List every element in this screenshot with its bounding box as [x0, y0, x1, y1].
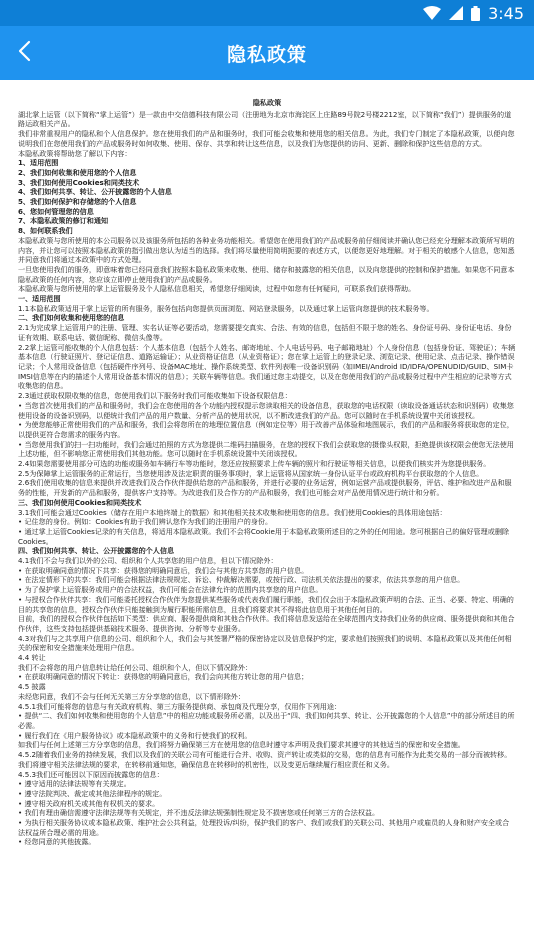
back-button[interactable]: [4, 26, 44, 80]
policy-paragraph: 我们非常重视用户的隐私和个人信息保护。您在使用我们的产品和服务时，我们可能会收集和使用您的相关信息。为此，我们专门制定了本隐私政策，以便向您说明我们在您使用我们的产品或服务时如何收集、使用、保存、共享和转让这些信息，以及我们为您提供的访问、更新、删除和保护这些信息的方式。: [18, 129, 515, 148]
policy-paragraph: 我们不会将您的用户信息转让给任何公司、组织和个人，但以下情况除外：: [18, 662, 253, 672]
policy-paragraph: 目前，我们的授权合作伙伴包括如下类型：供应商、服务提供商和其他合作伙伴。我们将信息发送给在全球范围内支持我们业务的供应商、服务提供商和其他合作伙伴，这些支持包括提供基础技术服务、提供咨询、分析等专业服务。: [18, 614, 515, 633]
section-heading: 7、本隐私政策的修订和通知: [18, 216, 109, 226]
policy-paragraph: 2.2掌上运管可能收集的个人信息包括：个人基本信息（包括个人姓名、邮寄地址、个人电话号码、电子邮箱地址）个人身份信息（包括身份证、驾驶证）；车辆基本信息（行驶证照片、登记证信息、道路运输证）；从业资格证信息（从业资格证）；您在掌上运管上的登录记录、浏览记录、使用记录、点击记录、操作错误记录；个人常用设备信息（包括硬件序列号、设备MAC地址、操作系统类型、软件列表唯一设备识别码（如IMEI/Android ID/IDFA/OPENUDID/GUID、SIM卡IMSI信息等在内的描述个人常用设备基本情况的信息）；关联车辆等信息。我们通过您主动提交，以及在您使用我们的产品或服务过程中产生相应的记录等方式收集您的信息。: [18, 342, 516, 391]
policy-paragraph: 3.1我们可能会通过Cookies（储存在用户本地终端上的数据）和其他相关技术收集和使用您的信息。我们使用Cookies的具体用途包括：: [18, 507, 447, 517]
policy-paragraph: 未经您同意，我们不会与任何无关第三方分享您的信息，以下情形除外：: [18, 691, 245, 701]
policy-paragraph: • 履行我们在《用户服务协议》或本隐私政策中的义务和行使我们的权利。: [18, 730, 252, 740]
policy-paragraph: 2.3通过获取权限收集的信息，您使用我们以下服务时我们可能收集如下设备权限信息：: [18, 391, 292, 401]
policy-paragraph: • 在法定情形下的共享：我们可能会根据法律法规规定、诉讼、仲裁解决需要，或按行政、司法机关依法提出的要求，依法共享您的用户信息。: [18, 575, 465, 585]
status-bar: [0, 0, 534, 26]
policy-paragraph: • 我们有理由确信需遵守法律法规等有关规定，并不违反法律法规强制性规定及不损害您或任何第三方的合法权益。: [18, 808, 380, 818]
chevron-left-icon: [17, 40, 31, 66]
policy-paragraph: 2.6我们使用收集的信息来提供并改进我们及合作伙伴提供给您的产品和服务，并进行必要的业务运营，例如运营产品或提供服务，评估、维护和改进产品和服务的性能，开发新的产品和服务，提供客户支持等。为改进我们及合作方的产品和服务，我们也可能会对产品使用情况进行统计和分析。: [18, 478, 512, 498]
wifi-icon: [423, 6, 441, 20]
policy-paragraph: • 为执行相关服务协议或本隐私政策、维护社会公共利益，处理投诉/纠纷，保护我们的客户、我们或我们的关联公司、其他用户或雇员的人身和财产安全或合法权益所合理必需的用途。: [18, 818, 510, 837]
section-heading: 三、我们如何使用Cookies和同类技术: [18, 497, 142, 507]
policy-paragraph: • 为使您能够正常使用我们的产品和服务，我们会将您所在的地理位置信息（例如定位等）用于改善产品体验和地图展示，我们的产品和服务将获取您的定位，以提供更符合您需求的服务内容。: [18, 420, 514, 439]
policy-paragraph: • 提供“二、我们如何收集和使用您的个人信息”中的相应功能或服务所必需，以及出于“四、我们如何共享、转让、公开披露您的个人信息”中的部分所述目的所必需。: [18, 711, 515, 730]
policy-paragraph: • 遵守适用的法律法规等有关规定。: [18, 779, 131, 789]
section-heading: 1、适用范围: [18, 158, 59, 168]
section-heading: 2、我们如何收集和使用您的个人信息: [18, 167, 137, 177]
policy-paragraph: • 当您首次使用我们的产品和服务时，我们会在您使用的各个功能内授权提示您读取相关的设备信息，获取您的电话权限（读取设备通话状态和识别码）收集您使用设备的设备识别码，以便统计我们产品的用户数量、分析产品的使用状况，以不断改进我们的产品。您可以随时在手机系统设置中关闭该授权。: [18, 400, 514, 420]
policy-paragraph: • 经您同意的其他披露。: [18, 837, 96, 847]
page-title: 隐私政策: [226, 43, 307, 66]
app-bar: [0, 26, 534, 80]
status-time: 3:45: [488, 3, 524, 23]
policy-paragraph: 4.3对我们与之共享用户信息的公司、组织和个人，我们会与其签署严格的保密协定以及信息保护约定，要求他们按照我们的说明、本隐私政策以及其他任何相关的保密和安全措施来处理用户信息。: [18, 633, 512, 653]
policy-content[interactable]: [0, 80, 534, 932]
section-heading: 8、如何联系我们: [18, 226, 73, 236]
policy-paragraph: 2.1为完成掌上运管用户的注册、管理、实名认证等必要活动，您需要提交真实、合法、有效的信息，包括但不限于您的姓名、身份证号码、身份证电话、身份证有效期、联系电话、微信昵称、微信头像等。: [18, 323, 512, 342]
policy-paragraph: • 在获取明确同意的情况下转让：获得您的明确同意后，我们会向其他方转让您的用户信息；: [18, 672, 309, 682]
policy-paragraph: • 通过掌上运管Cookies记录的有关信息，将适用本隐私政策。我们不会将Cookie用于本隐私政策所述目的之外的任何用途。您可根据自己的偏好管理或删除Cookies。: [18, 526, 510, 546]
policy-paragraph: 4.5 披露: [18, 682, 46, 692]
policy-paragraph: • 记住您的身份。例如：Cookies有助于我们辨认您作为我们的注册用户的身份。: [18, 517, 273, 527]
policy-paragraph: 本隐私政策将帮助您了解以下内容：: [18, 148, 132, 158]
policy-paragraph: • 为了保护掌上运管服务或用户的合法权益，我们可能会在法律允许的范围内共享您的用户信息。: [18, 585, 323, 595]
document-title: 隐私政策: [252, 98, 282, 107]
battery-icon: [471, 6, 480, 21]
policy-paragraph: 本隐私政策与您所使用的本公司服务以及该服务所包括的各种业务功能相关。希望您在使用我们的产品或服务前仔细阅读并确认您已经充分理解本政策所写明的内容，并让您可以按照本隐私政策的指引做出您认为适当的选择。我们将尽量使用简明扼要的表述方式，以便您更好地理解。对于相关的敏感个人信息，您知悉并同意我们将通过本政策中的方式处理。: [18, 235, 515, 265]
section-heading: 二、我们如何收集和使用您的信息: [18, 313, 125, 323]
policy-paragraph: 4.4 转让: [18, 653, 46, 663]
policy-paragraph: • 在获取明确同意的情况下共享：获得您的明确同意后，我们会与其他方共享您的用户信息。: [18, 565, 309, 575]
section-heading: 6、您如何管理您的信息: [18, 206, 94, 216]
policy-paragraph: • 遵守法院判决、裁定或其他法律程序的规定。: [18, 788, 167, 798]
section-heading: 5、我们如何保护和存储您的个人信息: [18, 197, 137, 207]
policy-paragraph: 2.5为保障掌上运管服务的正常运行，当您使用涉及法定职责的服务事项时，掌上运管将从国家统一身份认证平台或政府机构平台获取您的个人信息。: [18, 468, 484, 478]
policy-paragraph: 4.5.2随着我们业务的持续发展，我们以及我们的关联公司有可能进行合并、收购、资产转让或类似的交易，您的信息有可能作为此类交易的一部分而被转移。我们将遵守相关法律法规的要求，在转移前通知您，确保信息在转移时的机密性，以及变更后继续履行相应责任和义务。: [18, 750, 512, 769]
section-heading: 四、我们如何共享、转让、公开披露您的个人信息: [18, 546, 175, 556]
signal-icon: [449, 6, 463, 20]
policy-paragraph: • 遵守相关政府机关或其他有权机关的要求。: [18, 798, 160, 808]
policy-paragraph: 2.4如果您需要使用部分可选的功能或服务如车辆行车等功能时，您还应按照要求上传车辆的照片和行驶证等相关信息，以便我们核实并为您提供服务。: [18, 459, 491, 469]
policy-paragraph: • 当您使用我们的扫一扫功能时，我们会通过拍照的方式为您提供二维码扫描服务，在您的授权下我们会获取您的摄像头权限，拒绝提供该权限会使您无法使用上述功能，但不影响您正常使用我们其他功能。您可以随时在手机系统设置中关闭该授权。: [18, 439, 514, 459]
policy-paragraph: 湖北掌上运管（以下简称“掌上运管”）是一款由中交信德科技有限公司（注册地为北京市海淀区上庄路89号院2号楼2212室，以下简称“我们”）提供服务的道路运政相关产品。: [18, 109, 512, 129]
policy-paragraph: 4.5.3我们还可能因以下原因而披露您的信息：: [18, 769, 164, 779]
policy-paragraph: 一旦您使用我们的服务，即意味着您已经同意我们按照本隐私政策来收集、使用、储存和披露您的相关信息，以及向您提供的控制和保护措施。如果您不同意本隐私政策的任何内容，您应该立即停止使用我们的产品或服务。: [18, 264, 515, 284]
policy-paragraph: 1.1本隐私政策适用于掌上运管的所有服务，服务包括向您提供页面浏览、网站登录服务，以及通过掌上运管向您提供的技术服务等。: [18, 303, 434, 313]
section-heading: 3、我们如何使用Cookies和同类技术: [18, 177, 140, 187]
section-heading: 一、适用范围: [18, 294, 61, 304]
policy-paragraph: 本隐私政策与您所使用的掌上运管服务及个人隐私信息相关，希望您仔细阅读，过程中如您有任何疑问，可联系我们获得帮助。: [18, 284, 416, 294]
policy-paragraph: 如我们与任何上述第三方分享您的信息，我们将努力确保第三方在使用您的信息时遵守本声明及我们要求其遵守的其他适当的保密和安全措施。: [18, 740, 465, 750]
policy-paragraph: 4.1我们不会与我们以外的公司、组织和个人共享您的用户信息，但以下情况除外：: [18, 556, 278, 566]
policy-paragraph: 4.5.1我们可能将您的信息与有关政府机构、第三方服务提供商、承包商及代理分享，仅用作下列用途：: [18, 701, 342, 711]
section-heading: 4、我们如何共享、转让、公开披露您的个人信息: [18, 187, 172, 197]
policy-paragraph: • 与授权合作伙伴共享：我们可能委托授权合作伙伴为您提供某些服务或代表我们履行职能，我们仅会出于本隐私政策声明的合法、正当、必要、特定、明确的目的共享您的信息，授权合作伙伴只能接触到为履行职能所需信息，且我们将要求其不得将此信息用于其他任何目的。: [18, 594, 514, 614]
policy-paragraphs: [18, 110, 516, 847]
